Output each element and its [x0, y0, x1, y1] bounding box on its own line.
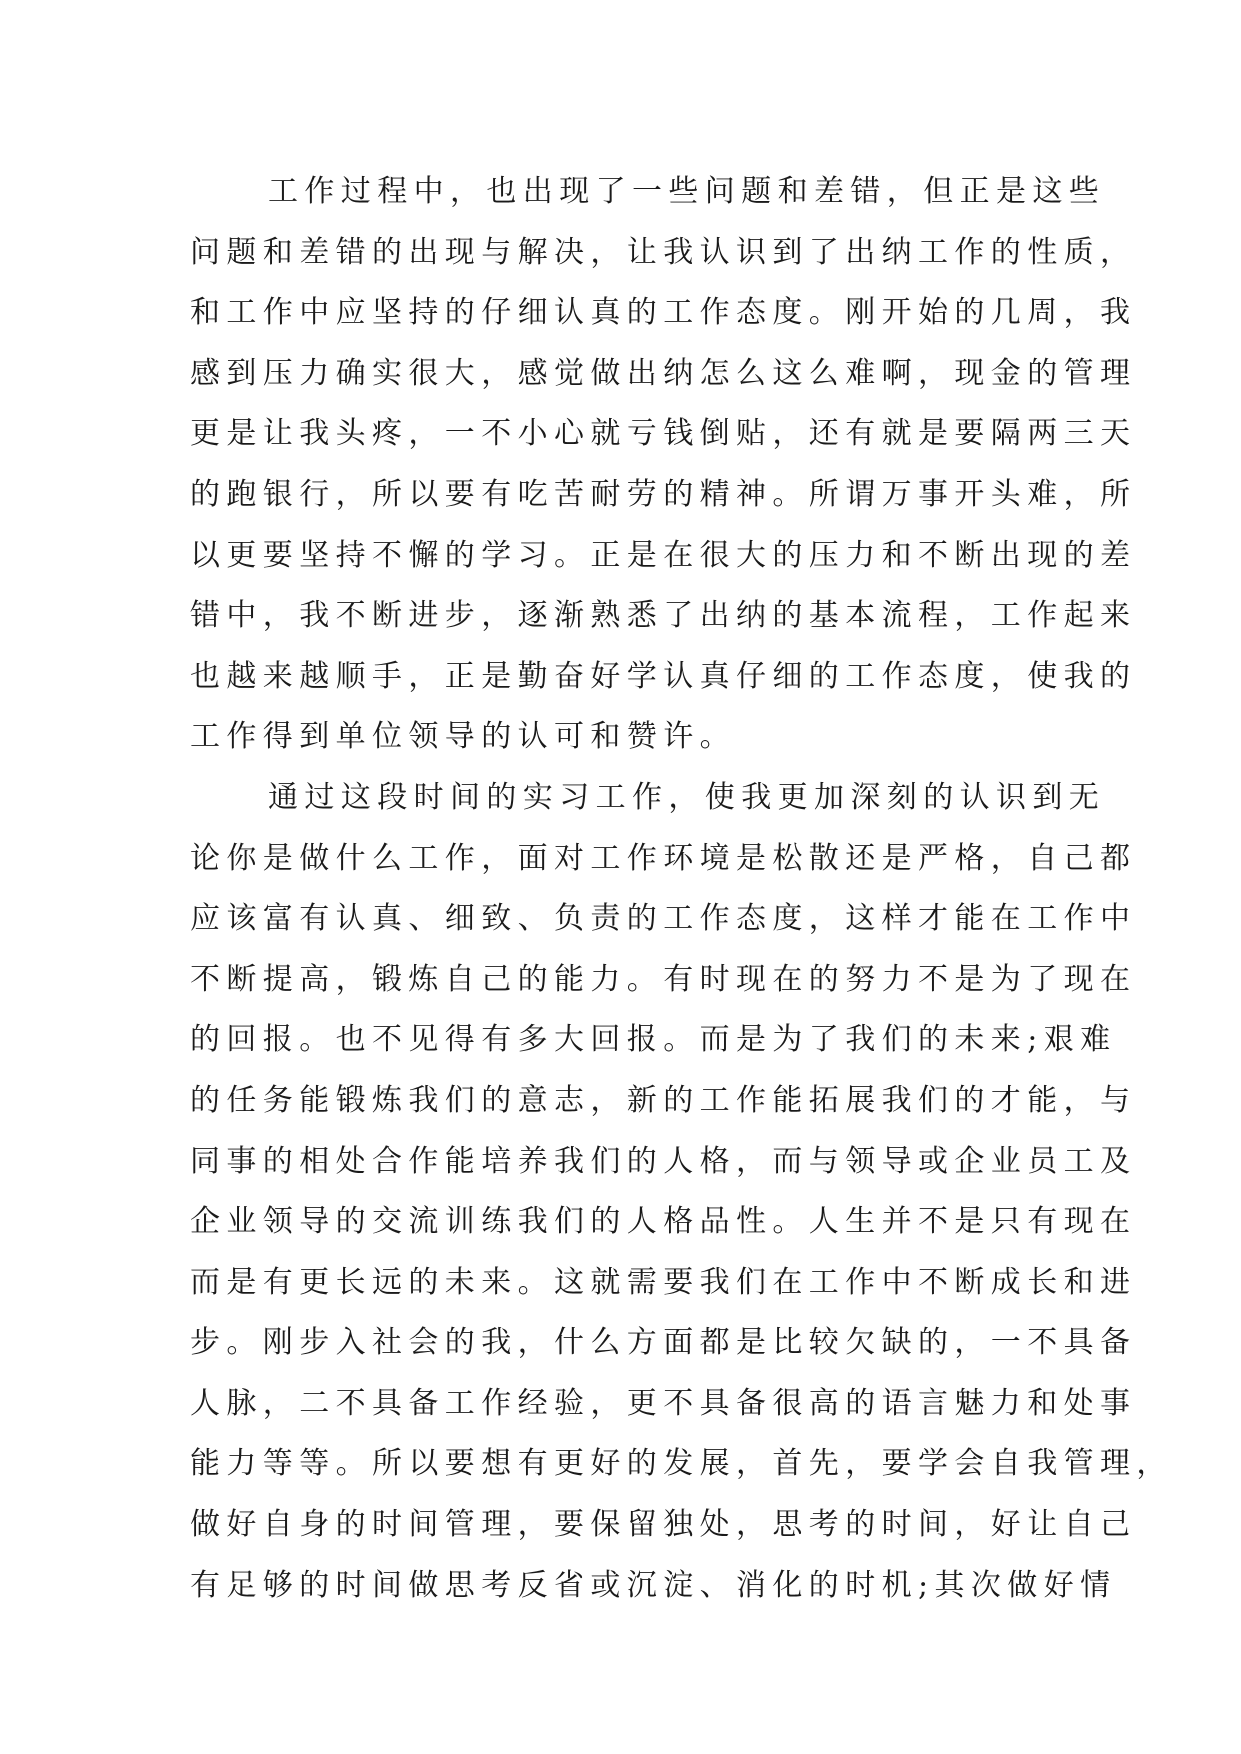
- paragraph-2-line-4: 不断提高，锻炼自己的能力。有时现在的努力不是为了现在: [190, 961, 1137, 997]
- paragraph-1-line-1: 工作过程中，也出现了一些问题和差错，但正是这些: [268, 174, 1106, 209]
- paragraph-2-line-5: 的回报。也不见得有多大回报。而是为了我们的未来;艰难: [190, 1022, 1117, 1058]
- paragraph-1-line-2: 问题和差错的出现与解决，让我认识到了出纳工作的性质，: [190, 234, 1137, 270]
- paragraph-1-line-7: 以更要坚持不懈的学习。正是在很大的压力和不断出现的差: [190, 537, 1137, 573]
- paragraph-2-line-9: 而是有更长远的未来。这就需要我们在工作中不断成长和进: [190, 1264, 1137, 1300]
- paragraph-2-line-12: 能力等等。所以要想有更好的发展，首先，要学会自我管理，: [190, 1446, 1173, 1482]
- paragraph-2-line-3: 应该富有认真、细致、负责的工作态度，这样才能在工作中: [190, 901, 1137, 937]
- paragraph-2-line-8: 企业领导的交流训练我们的人格品性。人生并不是只有现在: [190, 1204, 1137, 1240]
- paragraph-1-line-9: 也越来越顺手，正是勤奋好学认真仔细的工作态度，使我的: [190, 658, 1137, 694]
- paragraph-2-line-11: 人脉，二不具备工作经验，更不具备很高的语言魅力和处事: [190, 1385, 1137, 1421]
- body-text: [190, 162, 1173, 1616]
- paragraph-1-line-5: 更是让我头疼，一不小心就亏钱倒贴，还有就是要隔两三天: [190, 416, 1137, 452]
- paragraph-1-line-10: 工作得到单位领导的认可和赞许。: [190, 719, 736, 755]
- paragraph-1-line-6: 的跑银行，所以要有吃苦耐劳的精神。所谓万事开头难，所: [190, 476, 1137, 512]
- paragraph-2-line-14: 有足够的时间做思考反省或沉淀、消化的时机;其次做好情: [190, 1567, 1117, 1603]
- paragraph-2-line-7: 同事的相处合作能培养我们的人格，而与领导或企业员工及: [190, 1143, 1137, 1179]
- paragraph-2-line-13: 做好自身的时间管理，要保留独处，思考的时间，好让自己: [190, 1507, 1137, 1543]
- paragraph-2-line-2: 论你是做什么工作，面对工作环境是松散还是严格，自己都: [190, 840, 1137, 876]
- paragraph-2-line-6: 的任务能锻炼我们的意志，新的工作能拓展我们的才能，与: [190, 1082, 1137, 1118]
- paragraph-1-line-3: 和工作中应坚持的仔细认真的工作态度。刚开始的几周，我: [190, 295, 1137, 331]
- paragraph-2-line-10: 步。刚步入社会的我，什么方面都是比较欠缺的，一不具备: [190, 1325, 1137, 1361]
- paragraph-2-line-1: 通过这段时间的实习工作，使我更加深刻的认识到无: [268, 779, 1106, 815]
- paragraph-1-line-4: 感到压力确实很大，感觉做出纳怎么这么难啊，现金的管理: [190, 355, 1137, 391]
- paragraph-1-line-8: 错中，我不断进步，逐渐熟悉了出纳的基本流程，工作起来: [190, 598, 1137, 634]
